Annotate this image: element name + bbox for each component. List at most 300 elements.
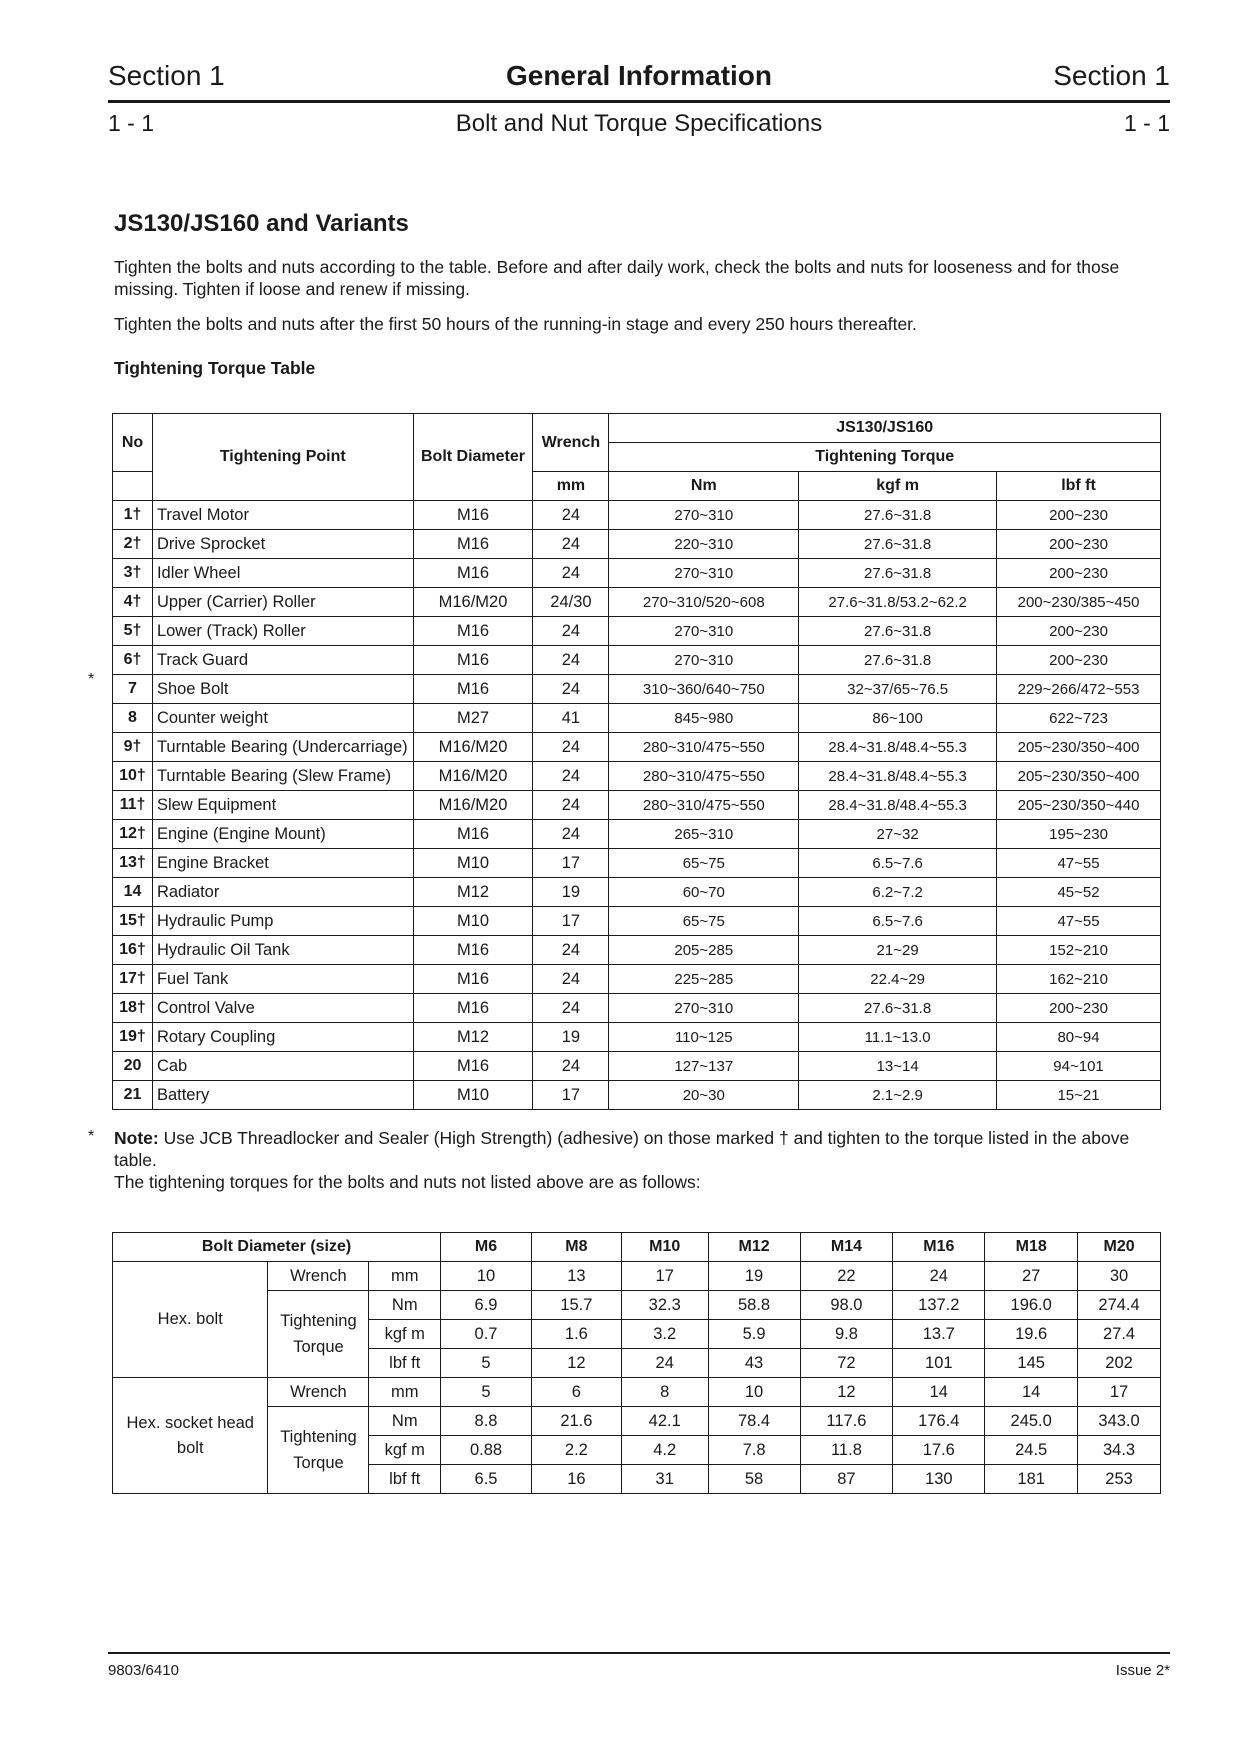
torque-kgfm: 21~29	[799, 936, 997, 965]
value-cell: 30	[1078, 1262, 1161, 1291]
size-header: M20	[1078, 1233, 1161, 1262]
torque-lbfft: 152~210	[997, 936, 1161, 965]
value-cell: 5	[441, 1349, 532, 1378]
torque-nm: 65~75	[609, 849, 799, 878]
torque-kgfm: 28.4~31.8/48.4~55.3	[799, 733, 997, 762]
tightening-point: Slew Equipment	[152, 791, 413, 820]
table-row	[113, 617, 1161, 646]
col-header-nm: Nm	[609, 472, 799, 501]
value-cell: 8.8	[441, 1407, 532, 1436]
size-header: M8	[531, 1233, 621, 1262]
value-cell: 176.4	[893, 1407, 985, 1436]
torque-lbfft: 162~210	[997, 965, 1161, 994]
torque-nm: 265~310	[609, 820, 799, 849]
bolt-diameter: M16	[413, 559, 533, 588]
col-header-wrench-unit: mm	[533, 472, 609, 501]
value-cell: 42.1	[621, 1407, 708, 1436]
torque-lbfft: 200~230	[997, 646, 1161, 675]
size-header: M14	[800, 1233, 893, 1262]
col-header-point: Tightening Point	[152, 414, 413, 501]
bolt-diameter: M16	[413, 1052, 533, 1081]
tightening-point: Track Guard	[152, 646, 413, 675]
bolt-diameter: M10	[413, 907, 533, 936]
torque-kgfm: 27.6~31.8	[799, 501, 997, 530]
torque-label: Torque	[293, 1338, 344, 1356]
page-number-left: 1 - 1	[108, 110, 155, 136]
torque-label: Torque	[293, 1454, 344, 1472]
table-row	[113, 820, 1161, 849]
torque-kgfm: 27.6~31.8	[799, 617, 997, 646]
torque-lbfft: 200~230	[997, 617, 1161, 646]
torque-kgfm: 27.6~31.8/53.2~62.2	[799, 588, 997, 617]
row-number: 3†	[113, 559, 153, 588]
col-header-no: No	[113, 414, 153, 472]
tightening-point: Radiator	[152, 878, 413, 907]
wrench-size: 24	[533, 501, 609, 530]
unit-label: Nm	[369, 1407, 441, 1436]
value-cell: 13.7	[893, 1320, 985, 1349]
table-row	[113, 675, 1161, 704]
torque-kgfm: 6.5~7.6	[799, 849, 997, 878]
tightening-point: Turntable Bearing (Undercarriage)	[152, 733, 413, 762]
footer-rule	[108, 1652, 1170, 1654]
unit-label: kgf m	[369, 1436, 441, 1465]
bolt-diameter: M16	[413, 501, 533, 530]
tightening-point: Control Valve	[152, 994, 413, 1023]
tightening-point: Shoe Bolt	[152, 675, 413, 704]
wrench-label: Wrench	[268, 1378, 369, 1407]
torque-kgfm: 22.4~29	[799, 965, 997, 994]
torque-lbfft: 229~266/472~553	[997, 675, 1161, 704]
size-header-label: Bolt Diameter (size)	[113, 1233, 441, 1262]
table-row	[113, 965, 1161, 994]
tightening-torque-label	[268, 1407, 369, 1494]
wrench-size: 24	[533, 530, 609, 559]
torque-kgfm: 13~14	[799, 1052, 997, 1081]
value-cell: 16	[531, 1465, 621, 1494]
torque-nm: 310~360/640~750	[609, 675, 799, 704]
value-cell: 0.88	[441, 1436, 532, 1465]
torque-nm: 127~137	[609, 1052, 799, 1081]
torque-kgfm: 11.1~13.0	[799, 1023, 997, 1052]
row-number: 10†	[113, 762, 153, 791]
value-cell: 19	[708, 1262, 800, 1291]
torque-kgfm: 27.6~31.8	[799, 559, 997, 588]
table-row	[113, 530, 1161, 559]
table-row	[113, 588, 1161, 617]
size-header: M10	[621, 1233, 708, 1262]
wrench-size: 17	[533, 907, 609, 936]
value-cell: 1.6	[531, 1320, 621, 1349]
bolt-diameter: M16	[413, 675, 533, 704]
table-row	[113, 559, 1161, 588]
value-cell: 12	[531, 1349, 621, 1378]
bolt-diameter: M12	[413, 1023, 533, 1052]
size-header: M16	[893, 1233, 985, 1262]
tightening-point: Drive Sprocket	[152, 530, 413, 559]
wrench-size: 24	[533, 791, 609, 820]
table-row	[113, 994, 1161, 1023]
torque-nm: 270~310	[609, 501, 799, 530]
tightening-point: Hydraulic Pump	[152, 907, 413, 936]
value-cell: 58	[708, 1465, 800, 1494]
bolt-type-label	[113, 1378, 268, 1494]
size-header: M18	[985, 1233, 1078, 1262]
tightening-label: Tightening	[280, 1312, 357, 1330]
row-number: 6†	[113, 646, 153, 675]
torque-lbfft: 47~55	[997, 907, 1161, 936]
tightening-point: Hydraulic Oil Tank	[152, 936, 413, 965]
value-cell: 6	[531, 1378, 621, 1407]
value-cell: 101	[893, 1349, 985, 1378]
table-title: Tightening Torque Table	[114, 358, 316, 378]
torque-nm: 20~30	[609, 1081, 799, 1110]
note-line-2: The tightening torques for the bolts and nuts not listed above are as follows:	[114, 1172, 701, 1192]
torque-lbfft: 80~94	[997, 1023, 1161, 1052]
tightening-point: Fuel Tank	[152, 965, 413, 994]
value-cell: 7.8	[708, 1436, 800, 1465]
value-cell: 24.5	[985, 1436, 1078, 1465]
unit-label: Nm	[369, 1291, 441, 1320]
table-row	[113, 878, 1161, 907]
col-header-torque: Tightening Torque	[609, 443, 1161, 472]
bolt-diameter: M16	[413, 994, 533, 1023]
wrench-size: 41	[533, 704, 609, 733]
wrench-size: 24	[533, 646, 609, 675]
torque-table	[112, 413, 1161, 1110]
tightening-point: Engine (Engine Mount)	[152, 820, 413, 849]
table-row	[113, 849, 1161, 878]
asterisk-marker: *	[88, 671, 95, 688]
torque-nm: 280~310/475~550	[609, 791, 799, 820]
value-cell: 34.3	[1078, 1436, 1161, 1465]
bolt-diameter: M16	[413, 965, 533, 994]
value-cell: 181	[985, 1465, 1078, 1494]
value-cell: 4.2	[621, 1436, 708, 1465]
tightening-point: Cab	[152, 1052, 413, 1081]
note-line	[114, 1127, 1160, 1171]
table-row	[113, 1052, 1161, 1081]
table-row	[113, 1378, 1161, 1407]
torque-nm: 225~285	[609, 965, 799, 994]
value-cell: 137.2	[893, 1291, 985, 1320]
table-row	[113, 1291, 1161, 1320]
value-cell: 202	[1078, 1349, 1161, 1378]
table-row	[113, 704, 1161, 733]
row-number: 4†	[113, 588, 153, 617]
torque-nm: 110~125	[609, 1023, 799, 1052]
torque-nm: 270~310	[609, 994, 799, 1023]
tightening-point: Lower (Track) Roller	[152, 617, 413, 646]
row-number: 5†	[113, 617, 153, 646]
torque-kgfm: 6.5~7.6	[799, 907, 997, 936]
torque-lbfft: 47~55	[997, 849, 1161, 878]
value-cell: 196.0	[985, 1291, 1078, 1320]
col-header-lbfft: lbf ft	[997, 472, 1161, 501]
page-subheader	[108, 108, 1170, 138]
value-cell: 145	[985, 1349, 1078, 1378]
bolt-diameter: M12	[413, 878, 533, 907]
wrench-size: 24	[533, 936, 609, 965]
bolt-type-name: Hex. socket head	[126, 1413, 254, 1432]
value-cell: 24	[893, 1262, 985, 1291]
value-cell: 5	[441, 1378, 532, 1407]
bolt-type-label	[113, 1262, 268, 1378]
value-cell: 6.5	[441, 1465, 532, 1494]
value-cell: 2.2	[531, 1436, 621, 1465]
note-block	[114, 1127, 1160, 1193]
col-header-kgfm: kgf m	[799, 472, 997, 501]
torque-lbfft: 15~21	[997, 1081, 1161, 1110]
row-number: 18†	[113, 994, 153, 1023]
table-row	[113, 646, 1161, 675]
torque-lbfft: 205~230/350~400	[997, 762, 1161, 791]
tightening-point: Travel Motor	[152, 501, 413, 530]
wrench-size: 19	[533, 878, 609, 907]
wrench-size: 24	[533, 994, 609, 1023]
value-cell: 10	[441, 1262, 532, 1291]
table-row	[113, 907, 1161, 936]
torque-kgfm: 32~37/65~76.5	[799, 675, 997, 704]
value-cell: 17.6	[893, 1436, 985, 1465]
tightening-point: Idler Wheel	[152, 559, 413, 588]
unit-label: lbf ft	[369, 1349, 441, 1378]
value-cell: 87	[800, 1465, 893, 1494]
value-cell: 22	[800, 1262, 893, 1291]
wrench-label: Wrench	[268, 1262, 369, 1291]
row-number: 7	[113, 675, 153, 704]
torque-kgfm: 2.1~2.9	[799, 1081, 997, 1110]
value-cell: 13	[531, 1262, 621, 1291]
torque-kgfm: 28.4~31.8/48.4~55.3	[799, 791, 997, 820]
torque-kgfm: 6.2~7.2	[799, 878, 997, 907]
value-cell: 72	[800, 1349, 893, 1378]
page-title: General Information	[505, 60, 773, 91]
torque-nm: 280~310/475~550	[609, 733, 799, 762]
value-cell: 9.8	[800, 1320, 893, 1349]
torque-lbfft: 195~230	[997, 820, 1161, 849]
torque-nm: 280~310/475~550	[609, 762, 799, 791]
wrench-size: 24	[533, 965, 609, 994]
row-number: 11†	[113, 791, 153, 820]
tightening-point: Upper (Carrier) Roller	[152, 588, 413, 617]
table-row	[113, 1023, 1161, 1052]
col-header-no-blank	[113, 472, 153, 501]
page-header	[108, 56, 1170, 100]
torque-lbfft: 200~230	[997, 530, 1161, 559]
table-row	[113, 762, 1161, 791]
value-cell: 14	[985, 1378, 1078, 1407]
wrench-size: 24	[533, 675, 609, 704]
bolt-diameter: M16/M20	[413, 791, 533, 820]
value-cell: 245.0	[985, 1407, 1078, 1436]
torque-nm: 65~75	[609, 907, 799, 936]
row-number: 8	[113, 704, 153, 733]
wrench-size: 24	[533, 762, 609, 791]
row-number: 15†	[113, 907, 153, 936]
value-cell: 343.0	[1078, 1407, 1161, 1436]
table-row	[113, 1407, 1161, 1436]
torque-kgfm: 28.4~31.8/48.4~55.3	[799, 762, 997, 791]
table-row	[113, 501, 1161, 530]
unit-label: mm	[369, 1378, 441, 1407]
torque-lbfft: 200~230/385~450	[997, 588, 1161, 617]
unit-label: lbf ft	[369, 1465, 441, 1494]
table-row	[113, 1081, 1161, 1110]
torque-nm: 220~310	[609, 530, 799, 559]
row-number: 12†	[113, 820, 153, 849]
wrench-size: 17	[533, 849, 609, 878]
torque-lbfft: 200~230	[997, 501, 1161, 530]
value-cell: 17	[1078, 1378, 1161, 1407]
wrench-size: 24	[533, 1052, 609, 1081]
torque-lbfft: 205~230/350~400	[997, 733, 1161, 762]
bolt-diameter: M16/M20	[413, 733, 533, 762]
col-header-diameter: Bolt Diameter	[413, 414, 533, 501]
torque-kgfm: 86~100	[799, 704, 997, 733]
page-number-right: 1 - 1	[1123, 110, 1170, 136]
row-number: 17†	[113, 965, 153, 994]
bolt-size-table	[112, 1232, 1161, 1494]
bolt-diameter: M16	[413, 820, 533, 849]
section-heading: JS130/JS160 and Variants	[114, 210, 409, 237]
torque-kgfm: 27~32	[799, 820, 997, 849]
wrench-size: 17	[533, 1081, 609, 1110]
section-label-left: Section 1	[108, 60, 225, 91]
wrench-size: 24	[533, 559, 609, 588]
tightening-torque-label	[268, 1291, 369, 1378]
value-cell: 15.7	[531, 1291, 621, 1320]
value-cell: 19.6	[985, 1320, 1078, 1349]
torque-nm: 60~70	[609, 878, 799, 907]
wrench-size: 24	[533, 617, 609, 646]
asterisk-marker: *	[88, 1128, 95, 1145]
bolt-diameter: M16	[413, 936, 533, 965]
value-cell: 24	[621, 1349, 708, 1378]
table-row	[113, 1262, 1161, 1291]
size-header: M12	[708, 1233, 800, 1262]
document-number: 9803/6410	[108, 1662, 179, 1679]
row-number: 16†	[113, 936, 153, 965]
section-label-right: Section 1	[1053, 60, 1170, 91]
value-cell: 21.6	[531, 1407, 621, 1436]
bolt-diameter: M10	[413, 1081, 533, 1110]
table-row	[113, 936, 1161, 965]
torque-kgfm: 27.6~31.8	[799, 994, 997, 1023]
col-header-wrench: Wrench	[533, 414, 609, 472]
tightening-point: Engine Bracket	[152, 849, 413, 878]
torque-nm: 270~310/520~608	[609, 588, 799, 617]
row-number: 1†	[113, 501, 153, 530]
value-cell: 14	[893, 1378, 985, 1407]
torque-nm: 270~310	[609, 559, 799, 588]
tightening-point: Rotary Coupling	[152, 1023, 413, 1052]
note-label: Note:	[114, 1128, 159, 1148]
row-number: 21	[113, 1081, 153, 1110]
table-row	[113, 791, 1161, 820]
torque-nm: 270~310	[609, 617, 799, 646]
torque-nm: 845~980	[609, 704, 799, 733]
wrench-size: 24	[533, 820, 609, 849]
torque-lbfft: 200~230	[997, 559, 1161, 588]
value-cell: 43	[708, 1349, 800, 1378]
table-row	[113, 733, 1161, 762]
torque-lbfft: 205~230/350~440	[997, 791, 1161, 820]
wrench-size: 24/30	[533, 588, 609, 617]
torque-lbfft: 622~723	[997, 704, 1161, 733]
tightening-point: Battery	[152, 1081, 413, 1110]
bolt-diameter: M16/M20	[413, 762, 533, 791]
value-cell: 17	[621, 1262, 708, 1291]
tightening-point: Turntable Bearing (Slew Frame)	[152, 762, 413, 791]
value-cell: 274.4	[1078, 1291, 1161, 1320]
value-cell: 3.2	[621, 1320, 708, 1349]
torque-kgfm: 27.6~31.8	[799, 530, 997, 559]
intro-paragraph: Tighten the bolts and nuts according to the table. Before and after daily work, check the bolts and nuts for looseness and for those missing. Tighten if loose and renew if missing.	[114, 257, 1120, 299]
value-cell: 32.3	[621, 1291, 708, 1320]
row-number: 2†	[113, 530, 153, 559]
value-cell: 78.4	[708, 1407, 800, 1436]
row-number: 9†	[113, 733, 153, 762]
value-cell: 5.9	[708, 1320, 800, 1349]
bolt-diameter: M16	[413, 530, 533, 559]
torque-lbfft: 45~52	[997, 878, 1161, 907]
row-number: 19†	[113, 1023, 153, 1052]
value-cell: 6.9	[441, 1291, 532, 1320]
bolt-diameter: M16	[413, 617, 533, 646]
size-header: M6	[441, 1233, 532, 1262]
wrench-size: 24	[533, 733, 609, 762]
bolt-type-name-line2: bolt	[176, 1438, 204, 1457]
tightening-point: Counter weight	[152, 704, 413, 733]
value-cell: 27	[985, 1262, 1078, 1291]
value-cell: 8	[621, 1378, 708, 1407]
value-cell: 253	[1078, 1465, 1161, 1494]
issue-number: Issue 2*	[1115, 1662, 1170, 1679]
row-number: 13†	[113, 849, 153, 878]
bolt-type-name: Hex. bolt	[157, 1310, 223, 1328]
bolt-diameter: M27	[413, 704, 533, 733]
note-text: Use JCB Threadlocker and Sealer (High Strength) (adhesive) on those marked † and tighten to the torque listed in the above table.	[114, 1128, 1130, 1170]
value-cell: 27.4	[1078, 1320, 1161, 1349]
value-cell: 130	[893, 1465, 985, 1494]
value-cell: 58.8	[708, 1291, 800, 1320]
col-header-model: JS130/JS160	[609, 414, 1161, 443]
wrench-size: 19	[533, 1023, 609, 1052]
value-cell: 31	[621, 1465, 708, 1494]
value-cell: 12	[800, 1378, 893, 1407]
torque-lbfft: 94~101	[997, 1052, 1161, 1081]
torque-nm: 270~310	[609, 646, 799, 675]
bolt-diameter: M16	[413, 646, 533, 675]
header-rule	[108, 100, 1170, 103]
torque-lbfft: 200~230	[997, 994, 1161, 1023]
torque-nm: 205~285	[609, 936, 799, 965]
unit-label: mm	[369, 1262, 441, 1291]
value-cell: 98.0	[800, 1291, 893, 1320]
value-cell: 10	[708, 1378, 800, 1407]
tightening-label: Tightening	[280, 1428, 357, 1446]
bolt-diameter: M16/M20	[413, 588, 533, 617]
bolt-diameter: M10	[413, 849, 533, 878]
row-number: 14	[113, 878, 153, 907]
value-cell: 0.7	[441, 1320, 532, 1349]
interval-paragraph: Tighten the bolts and nuts after the first 50 hours of the running-in stage and every 250 hours thereafter.	[114, 314, 917, 334]
unit-label: kgf m	[369, 1320, 441, 1349]
torque-kgfm: 27.6~31.8	[799, 646, 997, 675]
row-number: 20	[113, 1052, 153, 1081]
page-subtitle: Bolt and Nut Torque Specifications	[455, 110, 823, 137]
